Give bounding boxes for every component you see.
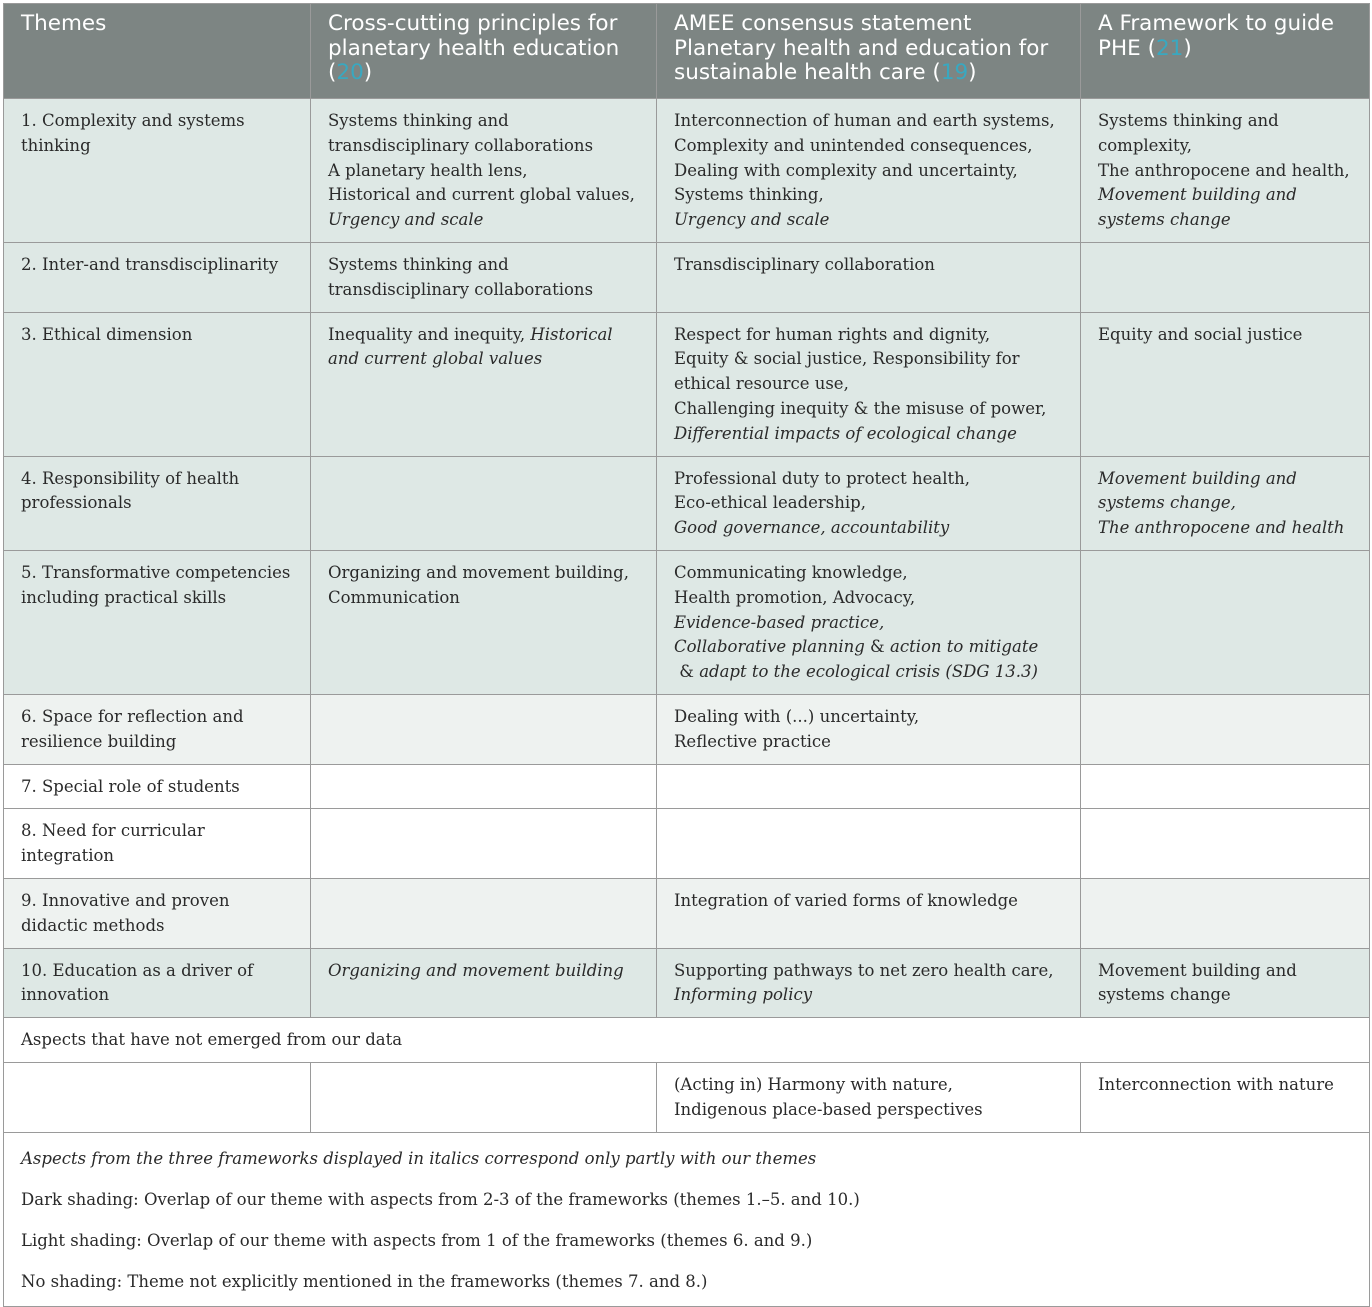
table-row	[4, 809, 1370, 879]
theme-cell	[4, 1062, 311, 1132]
not-emerged-row	[4, 1062, 1370, 1132]
not-emerged-label: Aspects that have not emerged from our data	[4, 1018, 1370, 1063]
amee-cell: Communicating knowledge, Health promotion, Advocacy, Evidence-based practice, Collaborative planning & action to mitigate & adapt to the ecological crisis (SDG 13.3)	[657, 550, 1081, 694]
cross-cutting-cell	[311, 878, 657, 948]
amee-cell	[657, 242, 1081, 312]
header-themes: Themes	[4, 4, 311, 99]
phe-framework-cell	[1081, 99, 1370, 243]
cell-line: Systems thinking and transdisciplinary collaborations	[328, 254, 594, 299]
phe-framework-cell	[1081, 694, 1370, 764]
phe-framework-cell	[1081, 456, 1370, 550]
cell-line: Professional duty to protect health,	[674, 468, 971, 488]
cell-line: Complexity and unintended consequences,	[674, 135, 1033, 155]
citation-link[interactable]: 21	[1155, 35, 1184, 61]
theme-cell: 1. Complexity and systems thinking	[4, 99, 311, 243]
cell-line: Supporting pathways to net zero health care,	[674, 960, 1054, 980]
header-row	[4, 4, 1370, 99]
cell-line: Indigenous place-based perspectives	[674, 1099, 983, 1119]
table-row	[4, 242, 1370, 312]
cell-line: The anthropocene and health	[1098, 518, 1345, 538]
header-phe-framework: A Framework to guide PHE (21)	[1081, 4, 1370, 99]
phe-framework-cell	[1081, 550, 1370, 694]
cell-line: Good governance, accountability	[674, 518, 950, 538]
cross-cutting-cell	[311, 948, 657, 1018]
theme-cell: 9. Innovative and proven didactic methods	[4, 878, 311, 948]
cross-cutting-cell	[311, 99, 657, 243]
cell-line: Organizing and movement building	[328, 960, 624, 980]
phe-framework-cell	[1081, 242, 1370, 312]
cell-line: Urgency and scale	[328, 210, 484, 230]
table-row	[4, 948, 1370, 1018]
cell-line: Movement building and systems change	[1098, 960, 1297, 1005]
cell-line: Respect for human rights and dignity,	[674, 324, 991, 344]
table-row	[4, 550, 1370, 694]
cell-line: Reflective practice	[674, 731, 831, 751]
cell-line: Systems thinking and complexity,	[1098, 111, 1279, 155]
cell-line: Systems thinking,	[674, 185, 824, 205]
cell-line: Communication	[328, 587, 460, 607]
phe-framework-cell	[1081, 1062, 1370, 1132]
cell-line: Organizing and movement building,	[328, 562, 629, 582]
cell-line: (Acting in) Harmony with nature,	[674, 1074, 953, 1094]
theme-cell: 4. Responsibility of health professionals	[4, 456, 311, 550]
theme-cell: 8. Need for curricular integration	[4, 809, 311, 879]
cross-cutting-cell	[311, 694, 657, 764]
cell-line: A planetary health lens,	[328, 160, 528, 180]
amee-cell	[657, 878, 1081, 948]
theme-cell: 5. Transformative competencies including practical skills	[4, 550, 311, 694]
cell-line: Movement building and systems change	[1098, 185, 1297, 230]
amee-cell	[657, 764, 1081, 809]
table-row	[4, 312, 1370, 456]
table-row	[4, 456, 1370, 550]
cell-line: Differential impacts of ecological change	[674, 423, 1017, 443]
cell-line: Integration of varied forms of knowledge	[674, 890, 1018, 910]
cell-line: Interconnection with nature	[1098, 1074, 1334, 1094]
table-row	[4, 764, 1370, 809]
amee-cell	[657, 948, 1081, 1018]
theme-cell: 2. Inter-and transdisciplinarity	[4, 242, 311, 312]
amee-cell	[657, 99, 1081, 243]
cell-line: Dealing with complexity and uncertainty,	[674, 160, 1018, 180]
light-shading-note: Light shading: Overlap of our theme with aspects from 1 of the frameworks (themes 6. and 9.)	[21, 1230, 813, 1250]
amee-cell	[657, 1062, 1081, 1132]
cell-line: Interconnection of human and earth systems,	[674, 111, 1055, 130]
phe-framework-cell	[1081, 948, 1370, 1018]
cell-line: Equity and social justice	[1098, 324, 1303, 344]
citation-link[interactable]: 19	[940, 60, 969, 85]
cross-cutting-cell	[311, 242, 657, 312]
cross-cutting-cell	[311, 764, 657, 809]
phe-framework-cell	[1081, 809, 1370, 879]
amee-cell	[657, 312, 1081, 456]
table-row	[4, 878, 1370, 948]
theme-cell: 6. Space for reflection and resilience building	[4, 694, 311, 764]
cell-line: Dealing with (...) uncertainty,	[674, 706, 920, 726]
cell-line: The anthropocene and health,	[1098, 160, 1350, 180]
cell-line: Movement building and systems change,	[1098, 468, 1297, 513]
citation-link[interactable]: 20	[336, 60, 364, 85]
amee-cell	[657, 694, 1081, 764]
cross-cutting-cell	[311, 456, 657, 550]
theme-cell: 3. Ethical dimension	[4, 312, 311, 456]
cross-cutting-cell	[311, 1062, 657, 1132]
phe-framework-cell	[1081, 312, 1370, 456]
cell-line: Eco-ethical leadership,	[674, 493, 866, 513]
italics-note: Aspects from the three frameworks displayed in italics correspond only partly with our themes	[21, 1148, 817, 1168]
amee-cell	[657, 809, 1081, 879]
cross-cutting-cell	[311, 550, 657, 694]
theme-cell: 7. Special role of students	[4, 764, 311, 809]
phe-framework-cell	[1081, 764, 1370, 809]
cell-line: Historical and current global values,	[328, 185, 635, 205]
table-row	[4, 694, 1370, 764]
cell-line: Informing policy	[674, 985, 813, 1005]
no-shading-note: No shading: Theme not explicitly mentioned in the frameworks (themes 7. and 8.)	[21, 1271, 708, 1291]
header-cross-cutting-principles: Cross-cutting principles for planetary health education (20)	[311, 4, 657, 99]
notes-row	[4, 1132, 1370, 1306]
cross-cutting-cell	[311, 809, 657, 879]
framework-comparison-table	[3, 3, 1370, 1307]
dark-shading-note: Dark shading: Overlap of our theme with aspects from 2-3 of the frameworks (themes 1.–5. and 10.)	[21, 1189, 860, 1209]
cell-line: Transdisciplinary collaboration	[674, 254, 935, 274]
phe-framework-cell	[1081, 878, 1370, 948]
header-amee-consensus: AMEE consensus statement Planetary health and education for sustainable health care (19)	[657, 4, 1081, 99]
not-emerged-label-row	[4, 1018, 1370, 1063]
theme-cell: 10. Education as a driver of innovation	[4, 948, 311, 1018]
cell-line: Urgency and scale	[674, 210, 830, 230]
cell-line: Challenging inequity & the misuse of power,	[674, 398, 1047, 418]
table-row	[4, 99, 1370, 243]
cell-line: Equity & social justice, Responsibility for ethical resource use,	[674, 349, 1020, 394]
amee-cell	[657, 456, 1081, 550]
cross-cutting-cell: Inequality and inequity, Historical and current global values	[311, 312, 657, 456]
table-footnotes	[4, 1132, 1370, 1306]
cell-line: Systems thinking and transdisciplinary collaborations	[328, 111, 594, 155]
